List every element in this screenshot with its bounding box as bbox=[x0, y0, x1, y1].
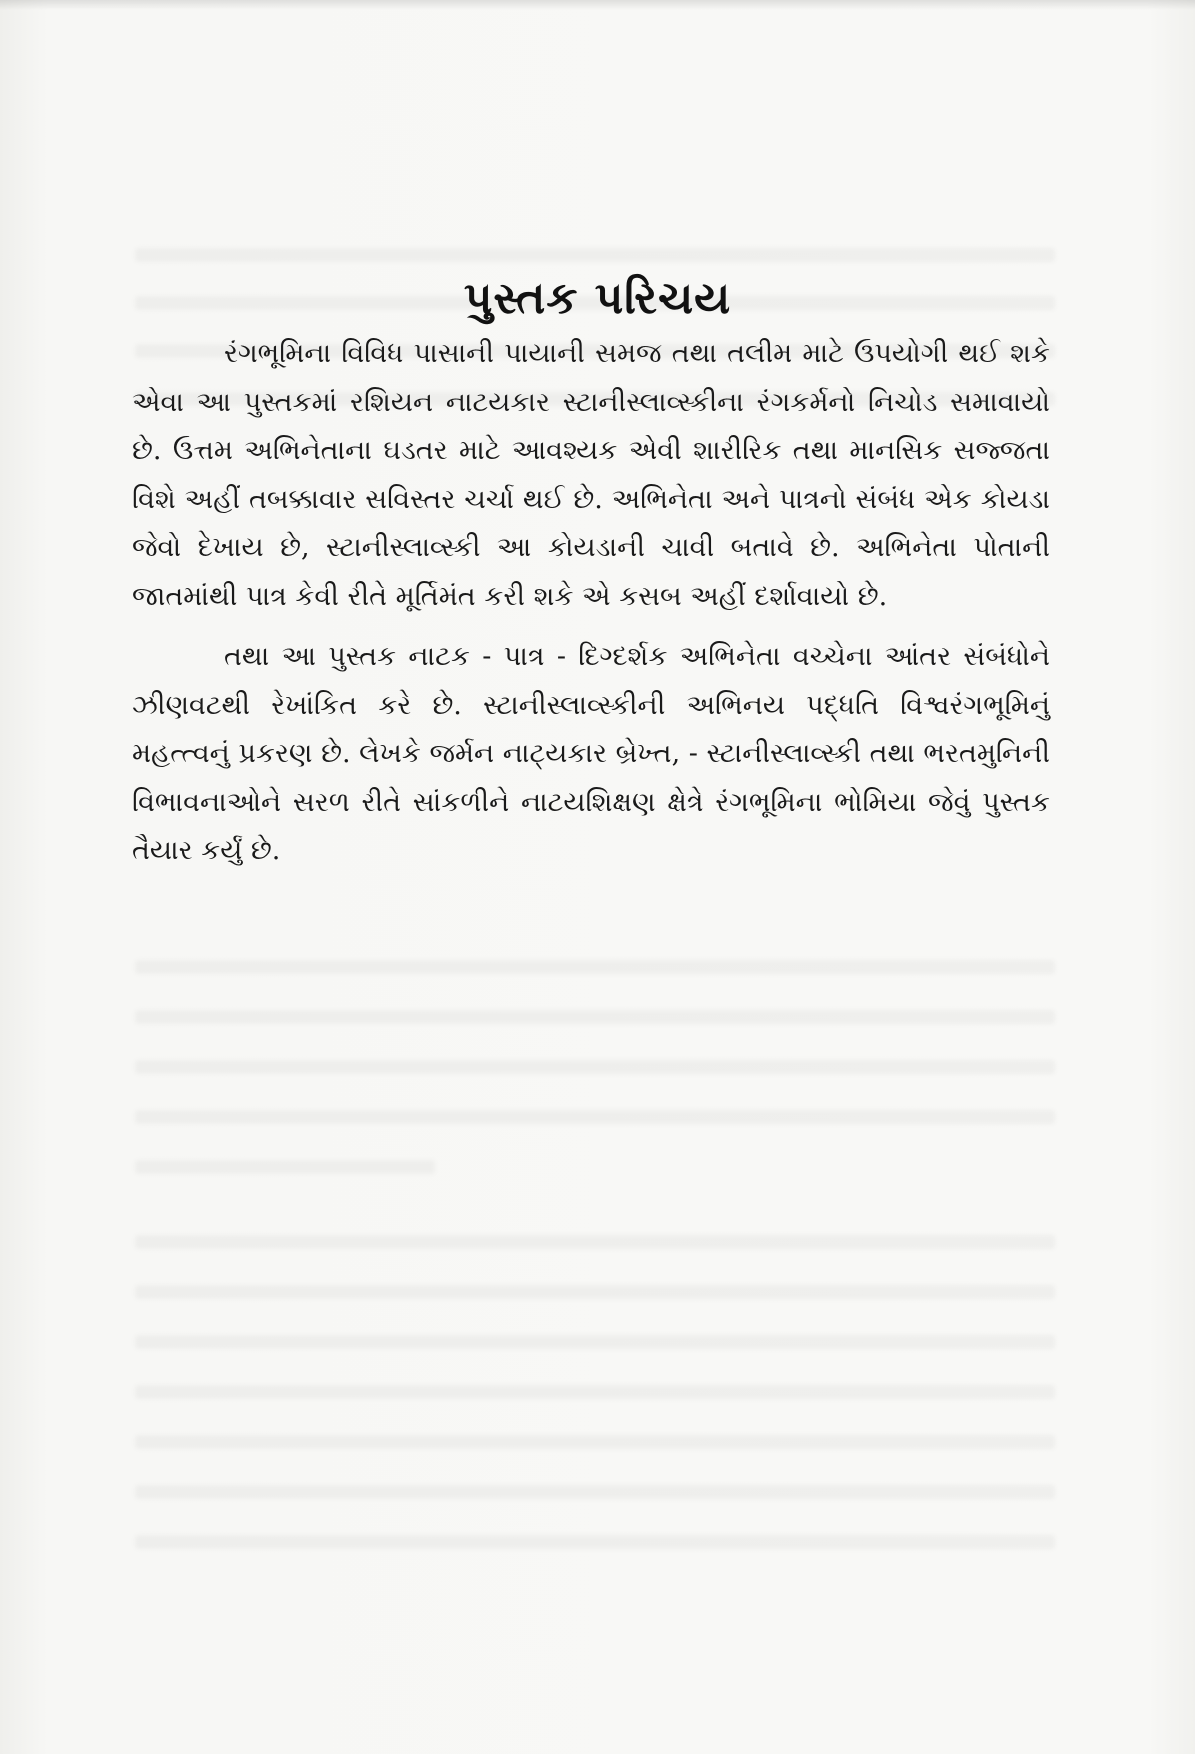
paragraph: રંગભૂમિના વિવિધ પાસાની પાયાની સમજ તથા તલીમ માટે ઉપયોગી થઈ શકે એવા આ પુસ્તકમાં રશિયન નાટયકાર સ્ટાનીસ્લાવ્સ્કીના રંગકર્મનો નિચોડ સમાવાયો છે. ઉત્તમ અભિનેતાના ઘડતર માટે આવશ્યક એવી શારીરિક તથા માનસિક સજ્જતા વિશે અહીં તબક્કાવાર સવિસ્તર ચર્ચા થઈ છે. અભિનેતા અને પાત્રનો સંબંધ એક કોયડા જેવો દેખાય છે, સ્ટાનીસ્લાવ્સ્કી આ કોયડાની ચાવી બતાવે છે. અભિનેતા પોતાની જાતમાંથી પાત્ર કેવી રીતે મૂર્તિમંત કરી શકે એ કસબ અહીં દર્શાવાયો છે. bbox=[132, 338, 1050, 612]
show-through-line bbox=[135, 960, 1055, 974]
page-title: પુસ્તક પરિચય bbox=[463, 273, 732, 325]
body-text bbox=[132, 330, 1050, 888]
show-through-line bbox=[135, 1060, 1055, 1074]
show-through-line bbox=[135, 1485, 1055, 1499]
show-through-line bbox=[135, 1235, 1055, 1249]
paragraph: તથા આ પુસ્તક નાટક - પાત્ર - દિગ્દર્શક અભિનેતા વચ્ચેના આંતર સંબંધોને ઝીણવટથી રેખાંકિત કરે છે. સ્ટાનીસ્લાવ્સ્કીની અભિનય પદ્ધતિ વિશ્વરંગભૂમિનું મહત્ત્વનું પ્રકરણ છે. લેખકે જર્મન નાટ્યકાર બ્રેખ્ત, - સ્ટાનીસ્લાવ્સ્કી તથા ભરતમુનિની વિભાવનાઓને સરળ રીતે સાંકળીને નાટયશિક્ષણ ક્ષેત્રે રંગભૂમિના ભોમિયા જેવું પુસ્તક તૈયાર કર્યું છે. bbox=[132, 641, 1050, 866]
show-through-line bbox=[135, 1385, 1055, 1399]
show-through-line bbox=[135, 1110, 1055, 1124]
show-through-line bbox=[135, 1010, 1055, 1024]
page-top-shadow bbox=[0, 0, 1195, 10]
show-through-line bbox=[135, 1535, 1055, 1549]
show-through-line bbox=[135, 1335, 1055, 1349]
show-through-line bbox=[135, 1285, 1055, 1299]
show-through-line bbox=[135, 248, 1055, 262]
show-through-line bbox=[135, 1160, 435, 1174]
show-through-line bbox=[135, 1435, 1055, 1449]
